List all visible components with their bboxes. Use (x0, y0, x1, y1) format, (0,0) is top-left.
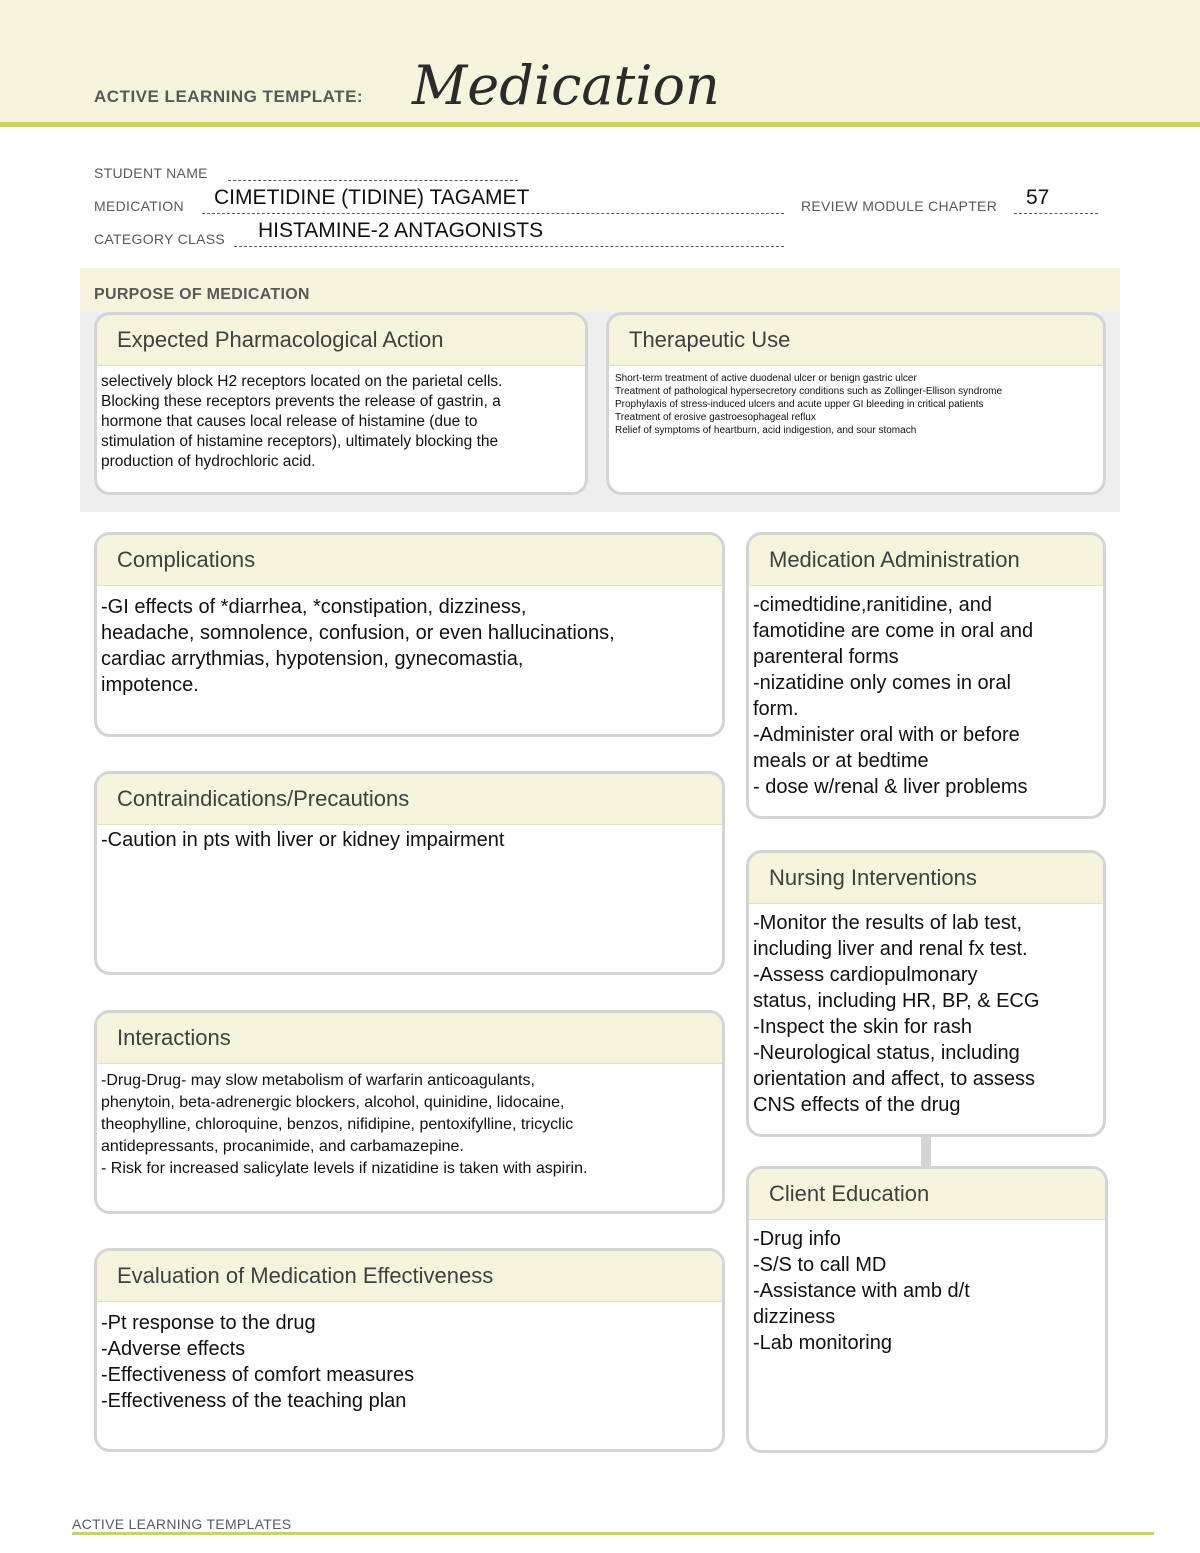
administration-text[interactable]: -cimedtidine,ranitidine, and famotidine are come in oral and parenteral forms -nizatidine only comes in oral form. -Administer oral with or before meals or at bedtime - dose w/renal & liver problems (753, 594, 1034, 798)
header-rule (0, 122, 1200, 127)
complications-title: Complications (97, 535, 722, 586)
card-connector (921, 1136, 931, 1166)
complications-card (94, 532, 725, 737)
contraindications-card (94, 771, 725, 975)
interactions-text[interactable]: -Drug-Drug- may slow metabolism of warfarin anticoagulants, phenytoin, beta-adrenergic blockers, alcohol, quinidine, lidocaine, theophylline, chloroquine, benzos, nifidipine, pentoxifylline, tricyclic antidepressants, procanimide, and carbamazepine. - Risk for increased salicylate levels if nizatidine is taken with aspirin. (101, 1072, 588, 1177)
client-education-text[interactable]: -Drug info -S/S to call MD -Assistance with amb d/t dizziness -Lab monitoring (753, 1228, 970, 1354)
contraindications-text[interactable]: -Caution in pts with liver or kidney impairment (101, 829, 505, 851)
category-class-value: HISTAMINE-2 ANTAGONISTS (258, 219, 544, 242)
pharm-action-text[interactable]: selectively block H2 receptors located on the parietal cells. Blocking these receptors prevents the release of gastrin, a hormone that causes local release of histamine (due to stimulation of histamine receptors), ultimately blocking the production of hydrochloric acid. (101, 373, 503, 470)
pharm-action-title: Expected Pharmacological Action (97, 315, 585, 366)
evaluation-card (94, 1248, 725, 1452)
administration-card (746, 532, 1106, 819)
medication-field[interactable] (202, 213, 784, 214)
review-module-label: REVIEW MODULE CHAPTER (801, 198, 998, 214)
nursing-interventions-text[interactable]: -Monitor the results of lab test, including liver and renal fx test. -Assess cardiopulmonary status, including HR, BP, & ECG -Inspect the skin for rash -Neurological status, including orientation and affect, to assess CNS effects of the drug (753, 912, 1040, 1116)
review-module-field[interactable] (1014, 213, 1098, 214)
pharm-action-card (94, 312, 588, 495)
contraindications-title: Contraindications/Precautions (97, 774, 722, 825)
footer-rule (72, 1532, 1154, 1535)
category-class-field[interactable] (234, 246, 784, 247)
student-name-field[interactable] (228, 180, 518, 181)
administration-title: Medication Administration (749, 535, 1103, 586)
purpose-title: PURPOSE OF MEDICATION (94, 286, 310, 303)
nursing-interventions-card (746, 850, 1106, 1137)
therapeutic-use-card (606, 312, 1106, 495)
template-label: ACTIVE LEARNING TEMPLATE: (94, 87, 364, 106)
medication-value: CIMETIDINE (TIDINE) TAGAMET (214, 186, 530, 209)
category-class-label: CATEGORY CLASS (94, 231, 226, 247)
client-education-card (746, 1166, 1108, 1453)
nursing-interventions-title: Nursing Interventions (749, 853, 1103, 904)
client-education-title: Client Education (749, 1169, 1105, 1220)
page-title: Medication (412, 54, 720, 117)
evaluation-title: Evaluation of Medication Effectiveness (97, 1251, 722, 1302)
student-name-label: STUDENT NAME (94, 165, 208, 181)
evaluation-text[interactable]: -Pt response to the drug -Adverse effects -Effectiveness of comfort measures -Effectiveness of the teaching plan (101, 1312, 415, 1412)
review-module-value: 57 (1026, 186, 1050, 209)
interactions-title: Interactions (97, 1013, 722, 1064)
interactions-card (94, 1010, 725, 1214)
footer-label: ACTIVE LEARNING TEMPLATES (72, 1516, 292, 1532)
therapeutic-use-title: Therapeutic Use (609, 315, 1103, 366)
therapeutic-use-text[interactable]: Short-term treatment of active duodenal ulcer or benign gastric ulcer Treatment of pathological hypersecretory conditions such as Zollinger-Ellison syndrome Prophylaxis of stress-induced ulcers and acute upper GI bleeding in critical patients Treatment of erosive gastroesophageal reflux Relief of symptoms of heartburn, acid indigestion, and sour stomach (615, 373, 1003, 436)
medication-label: MEDICATION (94, 198, 184, 214)
complications-text[interactable]: -GI effects of *diarrhea, *constipation, dizziness, headache, somnolence, confusion, or even hallucinations, cardiac arrythmias, hypotension, gynecomastia, impotence. (101, 596, 615, 696)
